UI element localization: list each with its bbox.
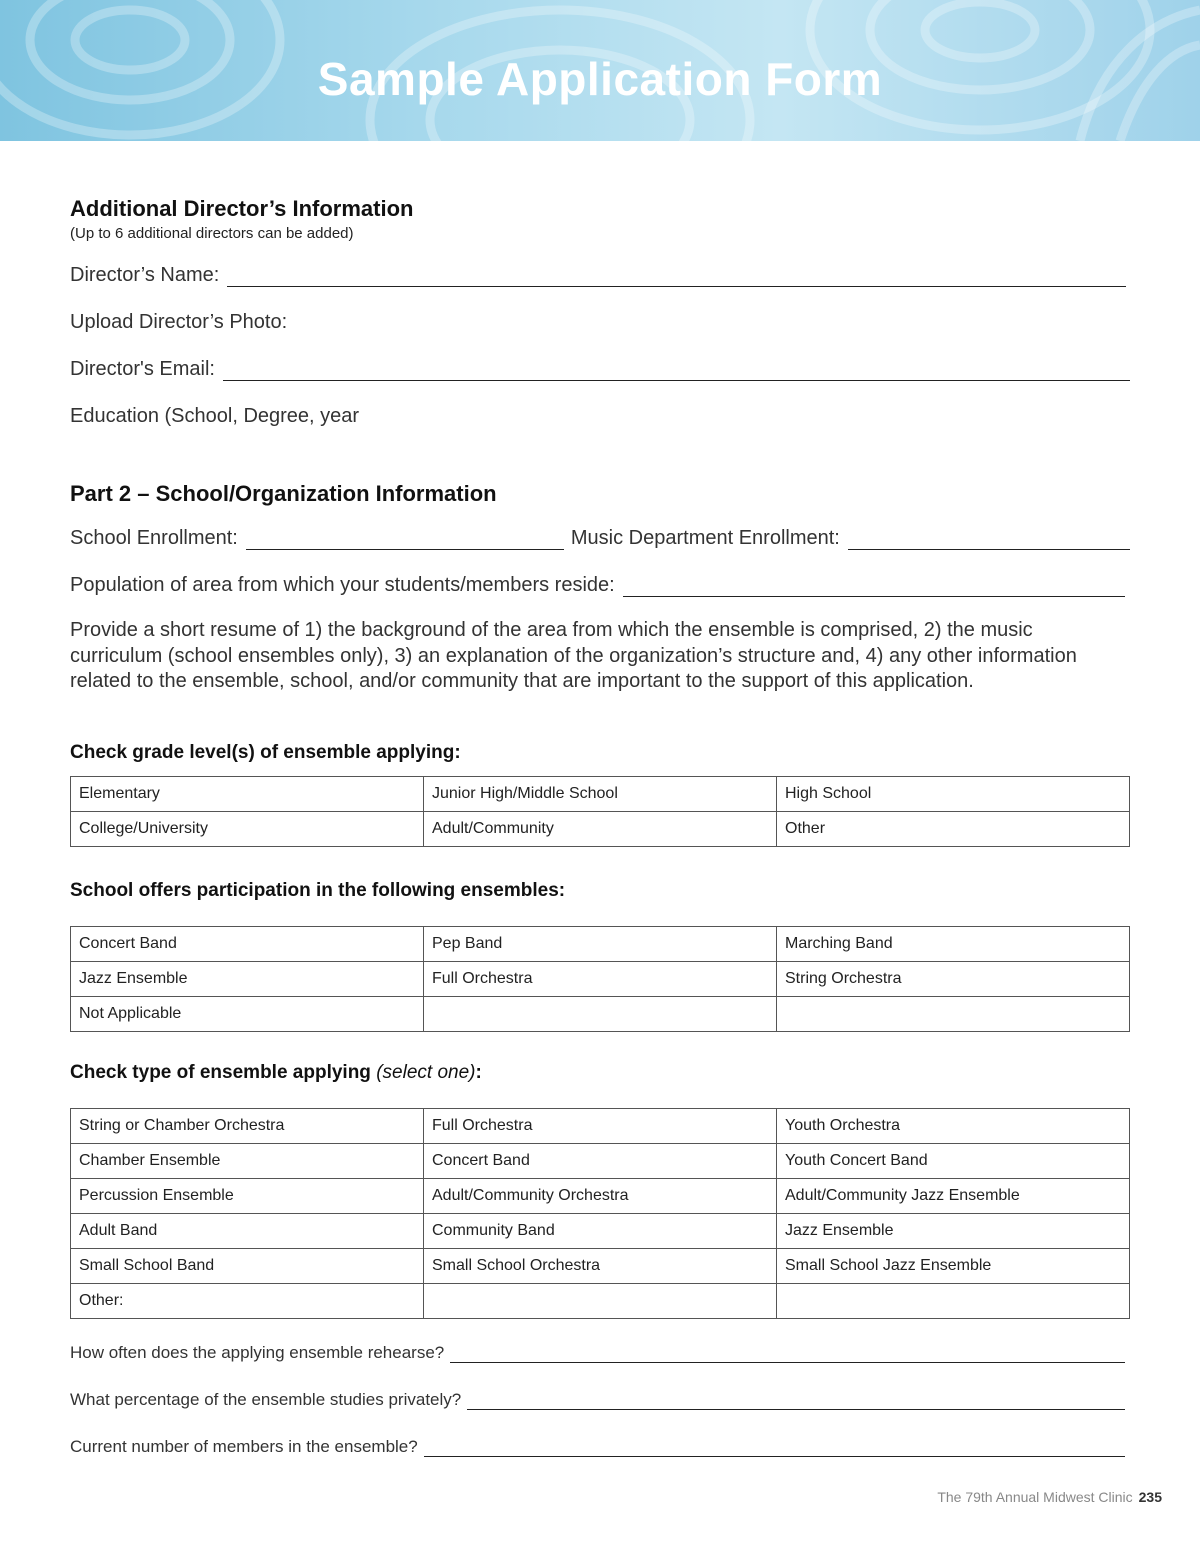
- director-education-label: Education (School, Degree, year: [70, 405, 360, 427]
- type-small-school-band[interactable]: Small School Band: [71, 1249, 424, 1284]
- offered-concert-band[interactable]: Concert Band: [71, 927, 424, 962]
- table-row: [71, 1144, 1130, 1179]
- type-small-school-jazz[interactable]: Small School Jazz Ensemble: [777, 1249, 1130, 1284]
- empty-cell: [777, 997, 1130, 1032]
- ensemble-type-table: [70, 1108, 1130, 1319]
- table-row: [71, 1179, 1130, 1214]
- enrollment-row: [70, 527, 1130, 550]
- type-percussion-ensemble[interactable]: Percussion Ensemble: [71, 1179, 424, 1214]
- rehearse-field: [70, 1343, 1125, 1363]
- director-name-field: [70, 264, 1126, 287]
- type-community-band[interactable]: Community Band: [424, 1214, 777, 1249]
- table-row: [71, 1249, 1130, 1284]
- ensembles-offered-title: School offers participation in the following ensembles:: [70, 880, 566, 901]
- director-email-input[interactable]: [223, 361, 1130, 381]
- ensemble-type-title-text: Check type of ensemble applying: [70, 1062, 377, 1083]
- empty-cell: [777, 1284, 1130, 1319]
- additional-directors-note: (Up to 6 additional directors can be added): [70, 225, 354, 242]
- footer-text: The 79th Annual Midwest Clinic: [937, 1489, 1133, 1505]
- table-row: [71, 927, 1130, 962]
- table-row: [71, 997, 1130, 1032]
- grade-option-high-school[interactable]: High School: [777, 777, 1130, 812]
- additional-directors-section: [70, 196, 1130, 242]
- director-photo-field: [70, 311, 1126, 334]
- grade-option-other[interactable]: Other: [777, 812, 1130, 847]
- ensemble-type-title-em: (select one): [376, 1062, 476, 1083]
- population-label: Population of area from which your students/members reside:: [70, 574, 615, 596]
- table-row: [71, 812, 1130, 847]
- type-youth-concert-band[interactable]: Youth Concert Band: [777, 1144, 1130, 1179]
- members-label: Current number of members in the ensemble?: [70, 1437, 418, 1456]
- rehearse-input[interactable]: [450, 1346, 1125, 1363]
- grade-option-college[interactable]: College/University: [71, 812, 424, 847]
- director-education-field: [70, 405, 1126, 428]
- private-study-input[interactable]: [467, 1393, 1125, 1410]
- type-youth-orchestra[interactable]: Youth Orchestra: [777, 1109, 1130, 1144]
- private-study-label: What percentage of the ensemble studies privately?: [70, 1390, 462, 1409]
- part2-heading: Part 2 – School/Organization Information: [70, 481, 497, 506]
- type-adult-band[interactable]: Adult Band: [71, 1214, 424, 1249]
- school-enrollment-input[interactable]: [246, 530, 564, 550]
- ensemble-type-title: [70, 1062, 482, 1084]
- table-row: [71, 1214, 1130, 1249]
- offered-full-orchestra[interactable]: Full Orchestra: [424, 962, 777, 997]
- offered-string-orchestra[interactable]: String Orchestra: [777, 962, 1130, 997]
- table-row: [71, 1109, 1130, 1144]
- table-row: [71, 777, 1130, 812]
- school-enrollment-label: School Enrollment:: [70, 527, 238, 549]
- page-footer: [937, 1489, 1162, 1505]
- header-banner: [0, 0, 1200, 141]
- type-full-orchestra[interactable]: Full Orchestra: [424, 1109, 777, 1144]
- offered-pep-band[interactable]: Pep Band: [424, 927, 777, 962]
- grade-option-adult-community[interactable]: Adult/Community: [424, 812, 777, 847]
- page-title: Sample Application Form: [317, 53, 883, 105]
- type-string-chamber-orchestra[interactable]: String or Chamber Orchestra: [71, 1109, 424, 1144]
- page-number: 235: [1138, 1489, 1162, 1505]
- population-field: [70, 574, 1125, 597]
- offered-jazz-ensemble[interactable]: Jazz Ensemble: [71, 962, 424, 997]
- ensembles-offered-table: [70, 926, 1130, 1032]
- director-email-field: [70, 358, 1130, 381]
- music-enrollment-label: Music Department Enrollment:: [570, 527, 840, 549]
- type-other[interactable]: Other:: [71, 1284, 424, 1319]
- members-input[interactable]: [424, 1440, 1125, 1457]
- director-email-label: Director's Email:: [70, 358, 215, 380]
- type-small-school-orchestra[interactable]: Small School Orchestra: [424, 1249, 777, 1284]
- resume-instructions: Provide a short resume of 1) the background of the area from which the ensemble is comprised, 2) the music curriculum (school ensembles only), 3) an explanation of the organization’s structure and, 4) any other information related to the ensemble, school, and/or community that are important to the support of this application.: [70, 619, 1077, 692]
- type-adult-community-jazz[interactable]: Adult/Community Jazz Ensemble: [777, 1179, 1130, 1214]
- director-name-input[interactable]: [227, 267, 1126, 287]
- private-study-field: [70, 1390, 1125, 1410]
- ensemble-type-title-end: :: [475, 1062, 482, 1083]
- empty-cell: [424, 997, 777, 1032]
- additional-directors-heading: Additional Director’s Information: [70, 196, 414, 221]
- grade-option-junior-high[interactable]: Junior High/Middle School: [424, 777, 777, 812]
- offered-not-applicable[interactable]: Not Applicable: [71, 997, 424, 1032]
- type-chamber-ensemble[interactable]: Chamber Ensemble: [71, 1144, 424, 1179]
- offered-marching-band[interactable]: Marching Band: [777, 927, 1130, 962]
- grade-levels-title: Check grade level(s) of ensemble applying:: [70, 742, 461, 763]
- grade-option-elementary[interactable]: Elementary: [71, 777, 424, 812]
- director-photo-label: Upload Director’s Photo:: [70, 311, 288, 333]
- rehearse-label: How often does the applying ensemble rehearse?: [70, 1343, 445, 1362]
- table-row: [71, 1284, 1130, 1319]
- grade-levels-table: [70, 776, 1130, 847]
- type-adult-community-orchestra[interactable]: Adult/Community Orchestra: [424, 1179, 777, 1214]
- members-field: [70, 1437, 1125, 1457]
- empty-cell: [424, 1284, 777, 1319]
- director-name-label: Director’s Name:: [70, 264, 220, 286]
- table-row: [71, 962, 1130, 997]
- type-concert-band[interactable]: Concert Band: [424, 1144, 777, 1179]
- type-jazz-ensemble[interactable]: Jazz Ensemble: [777, 1214, 1130, 1249]
- music-enrollment-input[interactable]: [848, 530, 1130, 550]
- population-input[interactable]: [623, 577, 1125, 597]
